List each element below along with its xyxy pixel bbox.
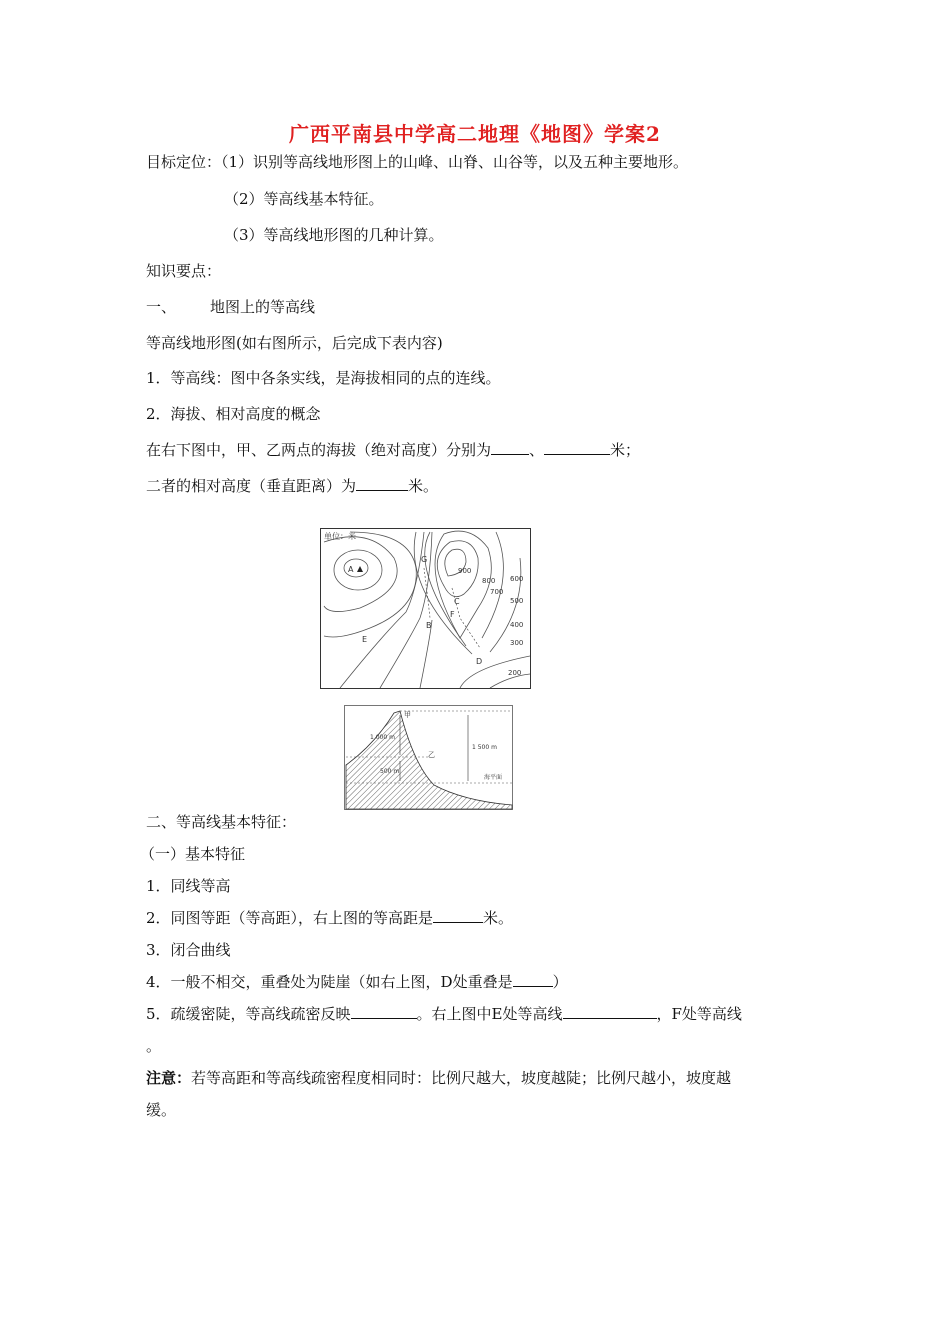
section2-p1: 1．同线等高 (146, 877, 231, 895)
question-sep: 、 (529, 441, 545, 459)
knowledge-label: 知识要点： (146, 262, 222, 280)
contour-label-700: 700 (490, 588, 504, 596)
section1-heading-line (146, 297, 315, 317)
section2-p4-text: 4．一般不相交，重叠处为陡崖（如右上图，D处重叠是 (146, 973, 513, 991)
label-1000m: 1 000 m (370, 734, 395, 741)
question-unit: 米； (610, 441, 641, 459)
section2-p4-end: ） (552, 973, 568, 991)
answer-blank-jia[interactable] (491, 440, 529, 455)
section1-num: 一、 (146, 298, 177, 316)
answer-blank-E[interactable] (563, 1004, 657, 1019)
point-label-F: F (450, 610, 455, 619)
note-text: 若等高距和等高线疏密程度相同时：比例尺越大，坡度越陡；比例尺越小，坡度越 (191, 1069, 732, 1087)
question-relative-unit: 米。 (408, 477, 439, 495)
label-jia: 甲 (404, 711, 411, 719)
answer-blank-yi[interactable] (544, 440, 610, 455)
contour-label-600: 600 (510, 575, 524, 583)
goals-line-1 (146, 152, 688, 172)
contour-map (320, 528, 532, 690)
section1-p1: 1．等高线：图中各条实线，是海拔相同的点的连线。 (146, 369, 501, 387)
section2-p3: 3．闭合曲线 (146, 941, 231, 959)
section2-sub: （一）基本特征 (140, 845, 246, 863)
section1-intro: 等高线地形图(如右图所示，后完成下表内容) (146, 334, 443, 352)
contour-label-500: 500 (510, 597, 524, 605)
question-relative-text: 二者的相对高度（垂直距离）为 (146, 477, 357, 495)
section2-p2-unit: 米。 (483, 909, 514, 927)
contour-label-400: 400 (510, 621, 524, 629)
label-yi: 乙 (428, 751, 435, 759)
goal-item-3: （3）等高线地形图的几种计算。 (224, 226, 444, 244)
goal-item-1: （1）识别等高线地形图上的山峰、山脊、山谷等，以及五种主要地形。 (221, 153, 689, 171)
section2-p5-text: 5．疏缓密陡，等高线疏密反映 (146, 1005, 351, 1023)
note-line (146, 1068, 731, 1088)
point-label-C: C (454, 597, 460, 606)
point-label-G: G (421, 555, 428, 564)
contour-label-200: 200 (508, 669, 522, 677)
contour-label-800: 800 (482, 577, 496, 585)
goals-label: 目标定位： (146, 153, 222, 171)
answer-blank-interval[interactable] (433, 908, 483, 923)
point-label-B: B (426, 621, 432, 630)
section2-p5-cont: 。 (146, 1037, 162, 1055)
section2-p2 (146, 908, 513, 928)
section1-p2: 2．海拔、相对高度的概念 (146, 405, 321, 423)
section2-p5-text-c: ，F处等高线 (656, 1005, 742, 1023)
answer-blank-overlap[interactable] (513, 972, 553, 987)
point-label-A: A (348, 565, 354, 574)
note-cont: 缓。 (146, 1101, 177, 1119)
section1-heading: 地图上的等高线 (210, 298, 316, 316)
question-relative-height (146, 476, 438, 496)
question-altitude-text: 在右下图中，甲、乙两点的海拔（绝对高度）分别为 (146, 441, 492, 459)
point-label-E: E (362, 635, 368, 644)
contour-label-900: 900 (458, 567, 472, 575)
note-label: 注意： (146, 1069, 192, 1087)
section2-p4 (146, 972, 568, 992)
profile-diagram (344, 705, 514, 811)
section2-heading: 二、等高线基本特征： (146, 813, 297, 831)
question-altitude (146, 440, 640, 460)
answer-blank-reflect[interactable] (351, 1004, 417, 1019)
goal-item-2: （2）等高线基本特征。 (224, 190, 384, 208)
page-title: 广西平南县中学高二地理《地图》学案2 (289, 122, 661, 146)
label-500m: 500 m (380, 768, 400, 775)
label-1500m: 1 500 m (472, 744, 497, 751)
unit-label: 单位：米 (324, 532, 356, 541)
section2-p2-text: 2．同图等距（等高距），右上图的等高距是 (146, 909, 434, 927)
section2-p5-text-b: 。右上图中E处等高线 (416, 1005, 563, 1023)
section2-p5 (146, 1004, 742, 1024)
contour-label-300: 300 (510, 639, 524, 647)
point-label-D: D (476, 657, 483, 666)
label-sea-level: 海平面 (484, 774, 503, 781)
answer-blank-relative[interactable] (356, 476, 408, 491)
